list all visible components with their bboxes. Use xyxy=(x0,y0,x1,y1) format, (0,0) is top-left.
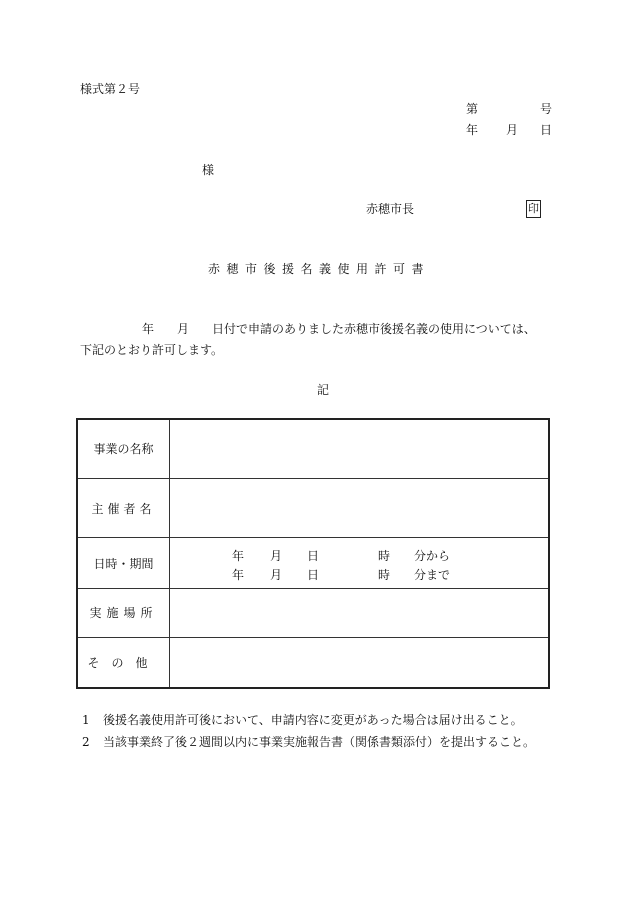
value-organizer xyxy=(170,478,550,537)
row-event-name xyxy=(77,419,549,478)
value-period xyxy=(170,538,550,588)
label-venue: 実施場所 xyxy=(77,588,170,637)
from-day: 日 xyxy=(307,549,320,564)
form-number: 様式第２号 xyxy=(80,82,141,96)
from-minute: 分から xyxy=(414,549,451,564)
addressee-suffix: 様 xyxy=(202,163,215,177)
issue-year: 年 xyxy=(466,123,479,137)
issue-day: 日 xyxy=(540,123,553,137)
label-other: その他 xyxy=(77,638,170,688)
note-2-number: 2 xyxy=(82,735,90,749)
doc-no-prefix: 第 xyxy=(466,102,479,116)
to-minute: 分まで xyxy=(414,568,451,583)
from-month: 月 xyxy=(270,549,283,564)
permit-details-table xyxy=(76,418,550,689)
row-other xyxy=(77,638,549,688)
body-line1: 日付で申請のありました赤穂市後援名義の使用については、 xyxy=(212,322,536,336)
value-venue xyxy=(170,588,550,637)
row-organizer xyxy=(77,478,549,537)
body-line2: 下記のとおり許可します。 xyxy=(80,343,224,357)
row-period xyxy=(77,538,549,588)
label-event-name: 事業の名称 xyxy=(77,419,170,478)
label-organizer: 主催者名 xyxy=(77,478,170,537)
note-2-text: 当該事業終了後２週間以内に事業実施報告書（関係書類添付）を提出すること。 xyxy=(103,735,536,749)
issuer-name: 赤穂市長 xyxy=(366,202,415,216)
to-hour: 時 xyxy=(378,568,391,583)
label-period: 日時・期間 xyxy=(77,538,170,588)
seal-mark: 印 xyxy=(526,200,541,218)
note-1-number: 1 xyxy=(82,713,90,727)
document-title: 赤穂市後援名義使用許可書 xyxy=(208,262,431,276)
from-hour: 時 xyxy=(378,549,391,564)
period-lines xyxy=(170,543,548,583)
value-other xyxy=(170,638,550,688)
from-year: 年 xyxy=(232,549,245,564)
row-venue xyxy=(77,588,549,637)
to-day: 日 xyxy=(307,568,320,583)
issue-month: 月 xyxy=(506,123,519,137)
doc-no-suffix: 号 xyxy=(540,102,553,116)
body-year: 年 xyxy=(142,322,155,336)
value-event-name xyxy=(170,419,550,478)
body-month: 月 xyxy=(177,322,190,336)
note-1-text: 後援名義使用許可後において、申請内容に変更があった場合は届け出ること。 xyxy=(103,713,523,727)
ki-heading: 記 xyxy=(317,383,330,397)
to-month: 月 xyxy=(270,568,283,583)
to-year: 年 xyxy=(232,568,245,583)
